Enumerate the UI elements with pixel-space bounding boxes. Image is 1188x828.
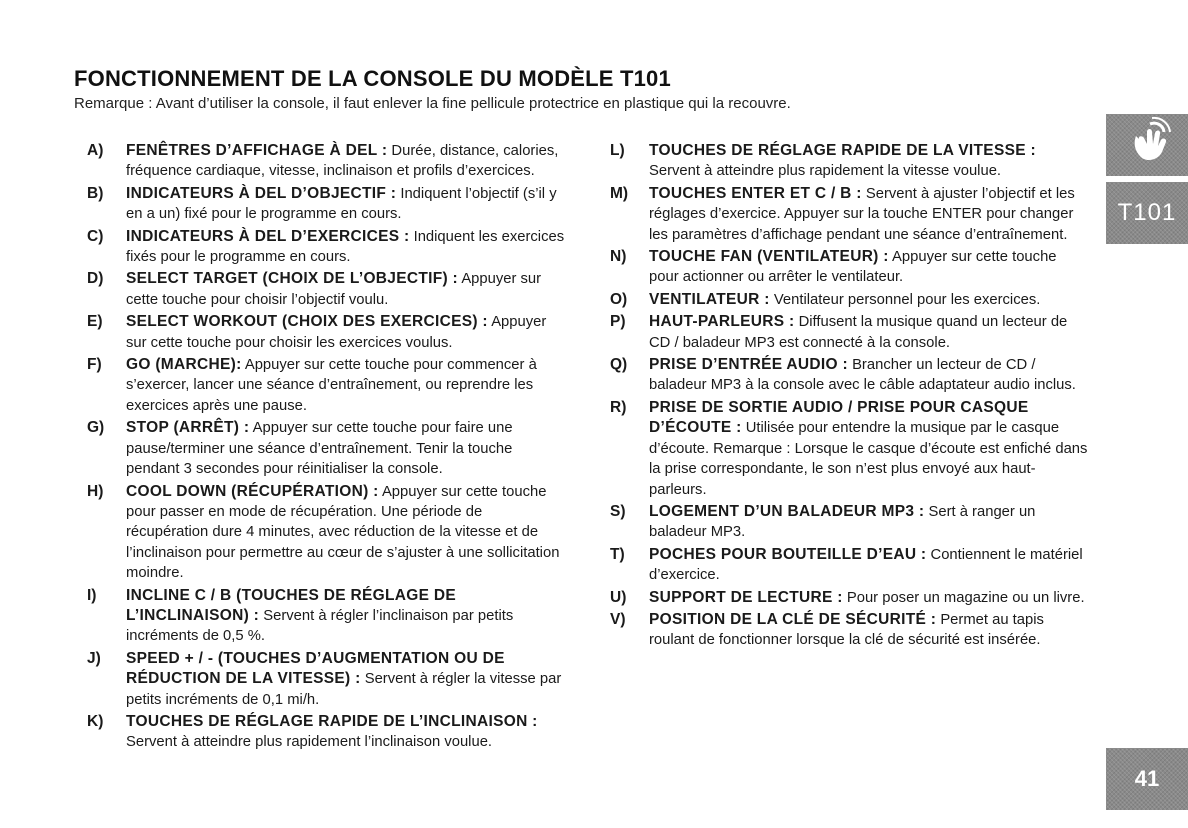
item-text: Appuyer sur cette touche pour actionner ou arrêter le ventilateur. (649, 249, 1057, 286)
item-letter: A) (87, 142, 104, 159)
item-body (126, 269, 567, 310)
item-letter: V) (610, 610, 626, 628)
item-letter: T) (610, 545, 625, 563)
item-letter: F) (87, 356, 102, 374)
item-letter: L) (610, 142, 625, 159)
item-body (126, 227, 567, 268)
item-text: Durée, distance, calories, fréquence cardiaque, vitesse, inclinaison et profils d’exercices. (126, 143, 559, 180)
list-item (87, 141, 567, 182)
item-text: Servent à ajuster l’objectif et les réglages d’exercice. Appuyer sur la touche ENTER pour changer les paramètres d’affichage pendant une séance d’entraînement. (649, 185, 1075, 243)
list-item (610, 610, 1090, 651)
item-text: Servent à régler la vitesse par petits incréments de 0,1 mi/h. (126, 671, 562, 708)
item-body (126, 355, 567, 416)
list-item (610, 184, 1090, 245)
item-key: TOUCHES DE RÉGLAGE RAPIDE DE LA VITESSE : (649, 142, 1036, 159)
list-item (87, 184, 567, 225)
item-key: INCLINE C / B (TOUCHES DE RÉGLAGE DE L’INCLINAISON) : (126, 586, 457, 624)
item-text: Diffusent la musique quand un lecteur de CD / baladeur MP3 est connecté à la console. (649, 314, 1068, 351)
item-body (126, 712, 567, 753)
item-key: GO (MARCHE): (126, 356, 242, 374)
item-text: Utilisée pour entendre la musique par le casque d’écoute. Remarque : Lorsque le casque d’écoute est enfiché dans la prise correspondante, le son n’est plus envoyé aux haut-parleurs. (649, 420, 1088, 498)
item-key: TOUCHE FAN (VENTILATEUR) : (649, 248, 889, 266)
model-tab-label: T101 (1117, 199, 1177, 226)
item-body (126, 141, 567, 182)
item-text: Appuyer sur cette touche pour commencer à s’exercer, lancer une séance d’entraînement, ou reprendre les exercices après une pause. (126, 357, 537, 414)
item-key: FENÊTRES D’AFFICHAGE À DEL : (126, 142, 388, 159)
item-text: Contiennent le matériel d’exercice. (649, 546, 1083, 584)
item-key: TOUCHES ENTER ET C / B : (649, 184, 862, 202)
item-text: Indiquent les exercices fixés pour le programme en cours. (126, 228, 565, 266)
list-item (610, 247, 1090, 288)
item-letter: B) (87, 184, 104, 202)
item-key: SELECT WORKOUT (CHOIX DES EXERCICES) : (126, 313, 488, 331)
item-body (649, 588, 1090, 608)
list-item (610, 290, 1090, 310)
list-item (87, 482, 567, 584)
item-letter: N) (610, 248, 627, 266)
right-column (610, 141, 1090, 653)
item-key: LOGEMENT D’UN BALADEUR MP3 : (649, 502, 925, 520)
list-item (87, 312, 567, 353)
item-letter: Q) (610, 356, 628, 374)
item-key: STOP (ARRÊT) : (126, 419, 250, 437)
touch-hand-icon (1106, 114, 1188, 176)
item-body (649, 247, 1090, 288)
item-text: Servent à atteindre plus rapidement la vitesse voulue. (649, 163, 1002, 180)
item-body (126, 649, 567, 710)
item-text: Sert à ranger un baladeur MP3. (649, 503, 1036, 541)
item-body (126, 184, 567, 225)
item-key: VENTILATEUR : (649, 290, 770, 308)
item-body (649, 355, 1090, 396)
list-item (87, 269, 567, 310)
item-text: Ventilateur personnel pour les exercices. (773, 291, 1041, 308)
item-key: INDICATEURS À DEL D’EXERCICES : (126, 227, 410, 245)
item-key: SUPPORT DE LECTURE : (649, 588, 843, 606)
item-body (649, 290, 1090, 310)
item-body (649, 141, 1090, 182)
item-body (649, 545, 1090, 586)
item-letter: D) (87, 270, 104, 288)
item-body (126, 418, 567, 479)
item-key: PRISE D’ENTRÉE AUDIO : (649, 356, 848, 374)
intro-note: Remarque : Avant d’utiliser la console, il faut enlever la fine pellicule protectrice en plastique qui la recouvre. (74, 95, 791, 112)
item-letter: C) (87, 227, 104, 245)
list-item (87, 586, 567, 647)
list-item (87, 712, 567, 753)
item-letter: E) (87, 313, 103, 331)
item-letter: U) (610, 588, 627, 606)
item-letter: M) (610, 184, 629, 202)
item-key: HAUT-PARLEURS : (649, 313, 795, 331)
item-key: POSITION DE LA CLÉ DE SÉCURITÉ : (649, 610, 937, 628)
item-body (649, 312, 1090, 353)
item-letter: G) (87, 419, 105, 437)
item-letter: S) (610, 502, 626, 520)
item-letter: I) (87, 586, 97, 604)
item-key: SELECT TARGET (CHOIX DE L’OBJECTIF) : (126, 270, 459, 288)
item-letter: R) (610, 398, 627, 416)
item-text: Pour poser un magazine ou un livre. (846, 589, 1085, 606)
list-item (610, 502, 1090, 543)
item-body (649, 610, 1090, 651)
item-text: Indiquent l’objectif (s’il y en a un) fixé pour le programme en cours. (126, 185, 557, 223)
list-item (87, 355, 567, 416)
item-text: Brancher un lecteur de CD / baladeur MP3 à la console avec le câble adaptateur audio inclus. (649, 357, 1076, 394)
item-key: COOL DOWN (RÉCUPÉRATION) : (126, 482, 379, 500)
item-body (649, 502, 1090, 543)
list-item (610, 398, 1090, 500)
section-tab-icon (1106, 114, 1188, 176)
model-tab (1106, 182, 1188, 244)
item-letter: K) (87, 712, 104, 730)
item-body (649, 184, 1090, 245)
list-item (87, 227, 567, 268)
page-number: 41 (1134, 766, 1160, 791)
left-column (87, 141, 567, 755)
item-key: SPEED + / - (TOUCHES D’AUGMENTATION OU DE RÉDUCTION DE LA VITESSE) : (126, 649, 505, 688)
item-key: PRISE DE SORTIE AUDIO / PRISE POUR CASQUE D’ÉCOUTE : (649, 398, 1029, 437)
item-key: POCHES POUR BOUTEILLE D’EAU : (649, 545, 927, 563)
list-item (610, 141, 1090, 182)
item-text: Servent à régler l’inclinaison par petits incréments de 0,5 %. (126, 607, 514, 645)
item-text: Appuyer sur cette touche pour faire une pause/terminer une séance d’entraînement. Tenir la touche pendant 3 secondes pour réinitialiser la console. (126, 420, 513, 478)
item-text: Servent à atteindre plus rapidement l’inclinaison voulue. (126, 734, 493, 751)
item-body (126, 312, 567, 353)
item-letter: J) (87, 649, 101, 667)
page-number-tab (1106, 748, 1188, 810)
item-text: Appuyer sur cette touche pour choisir les exercices voulus. (126, 314, 547, 351)
item-body (126, 586, 567, 647)
item-key: INDICATEURS À DEL D’OBJECTIF : (126, 184, 397, 202)
page-title: FONCTIONNEMENT DE LA CONSOLE DU MODÈLE T101 (74, 66, 671, 91)
item-text: Permet au tapis roulant de fonctionner lorsque la clé de sécurité est insérée. (649, 611, 1044, 649)
item-body (649, 398, 1090, 500)
list-item (610, 545, 1090, 586)
item-letter: O) (610, 290, 628, 308)
item-body (126, 482, 567, 584)
item-text: Appuyer sur cette touche pour passer en mode de récupération. Une période de récupération dure 4 minutes, avec réduction de la vitesse et de l’inclinaison pour permettre au cœur de s’ajuster à une sollicitation moindre. (126, 483, 560, 582)
list-item (87, 649, 567, 710)
item-text: Appuyer sur cette touche pour choisir l’objectif voulu. (126, 271, 542, 308)
list-item (87, 418, 567, 479)
list-item (610, 312, 1090, 353)
item-letter: H) (87, 482, 104, 500)
list-item (610, 588, 1090, 608)
item-letter: P) (610, 313, 626, 331)
list-item (610, 355, 1090, 396)
item-key: TOUCHES DE RÉGLAGE RAPIDE DE L’INCLINAISON : (126, 712, 538, 730)
